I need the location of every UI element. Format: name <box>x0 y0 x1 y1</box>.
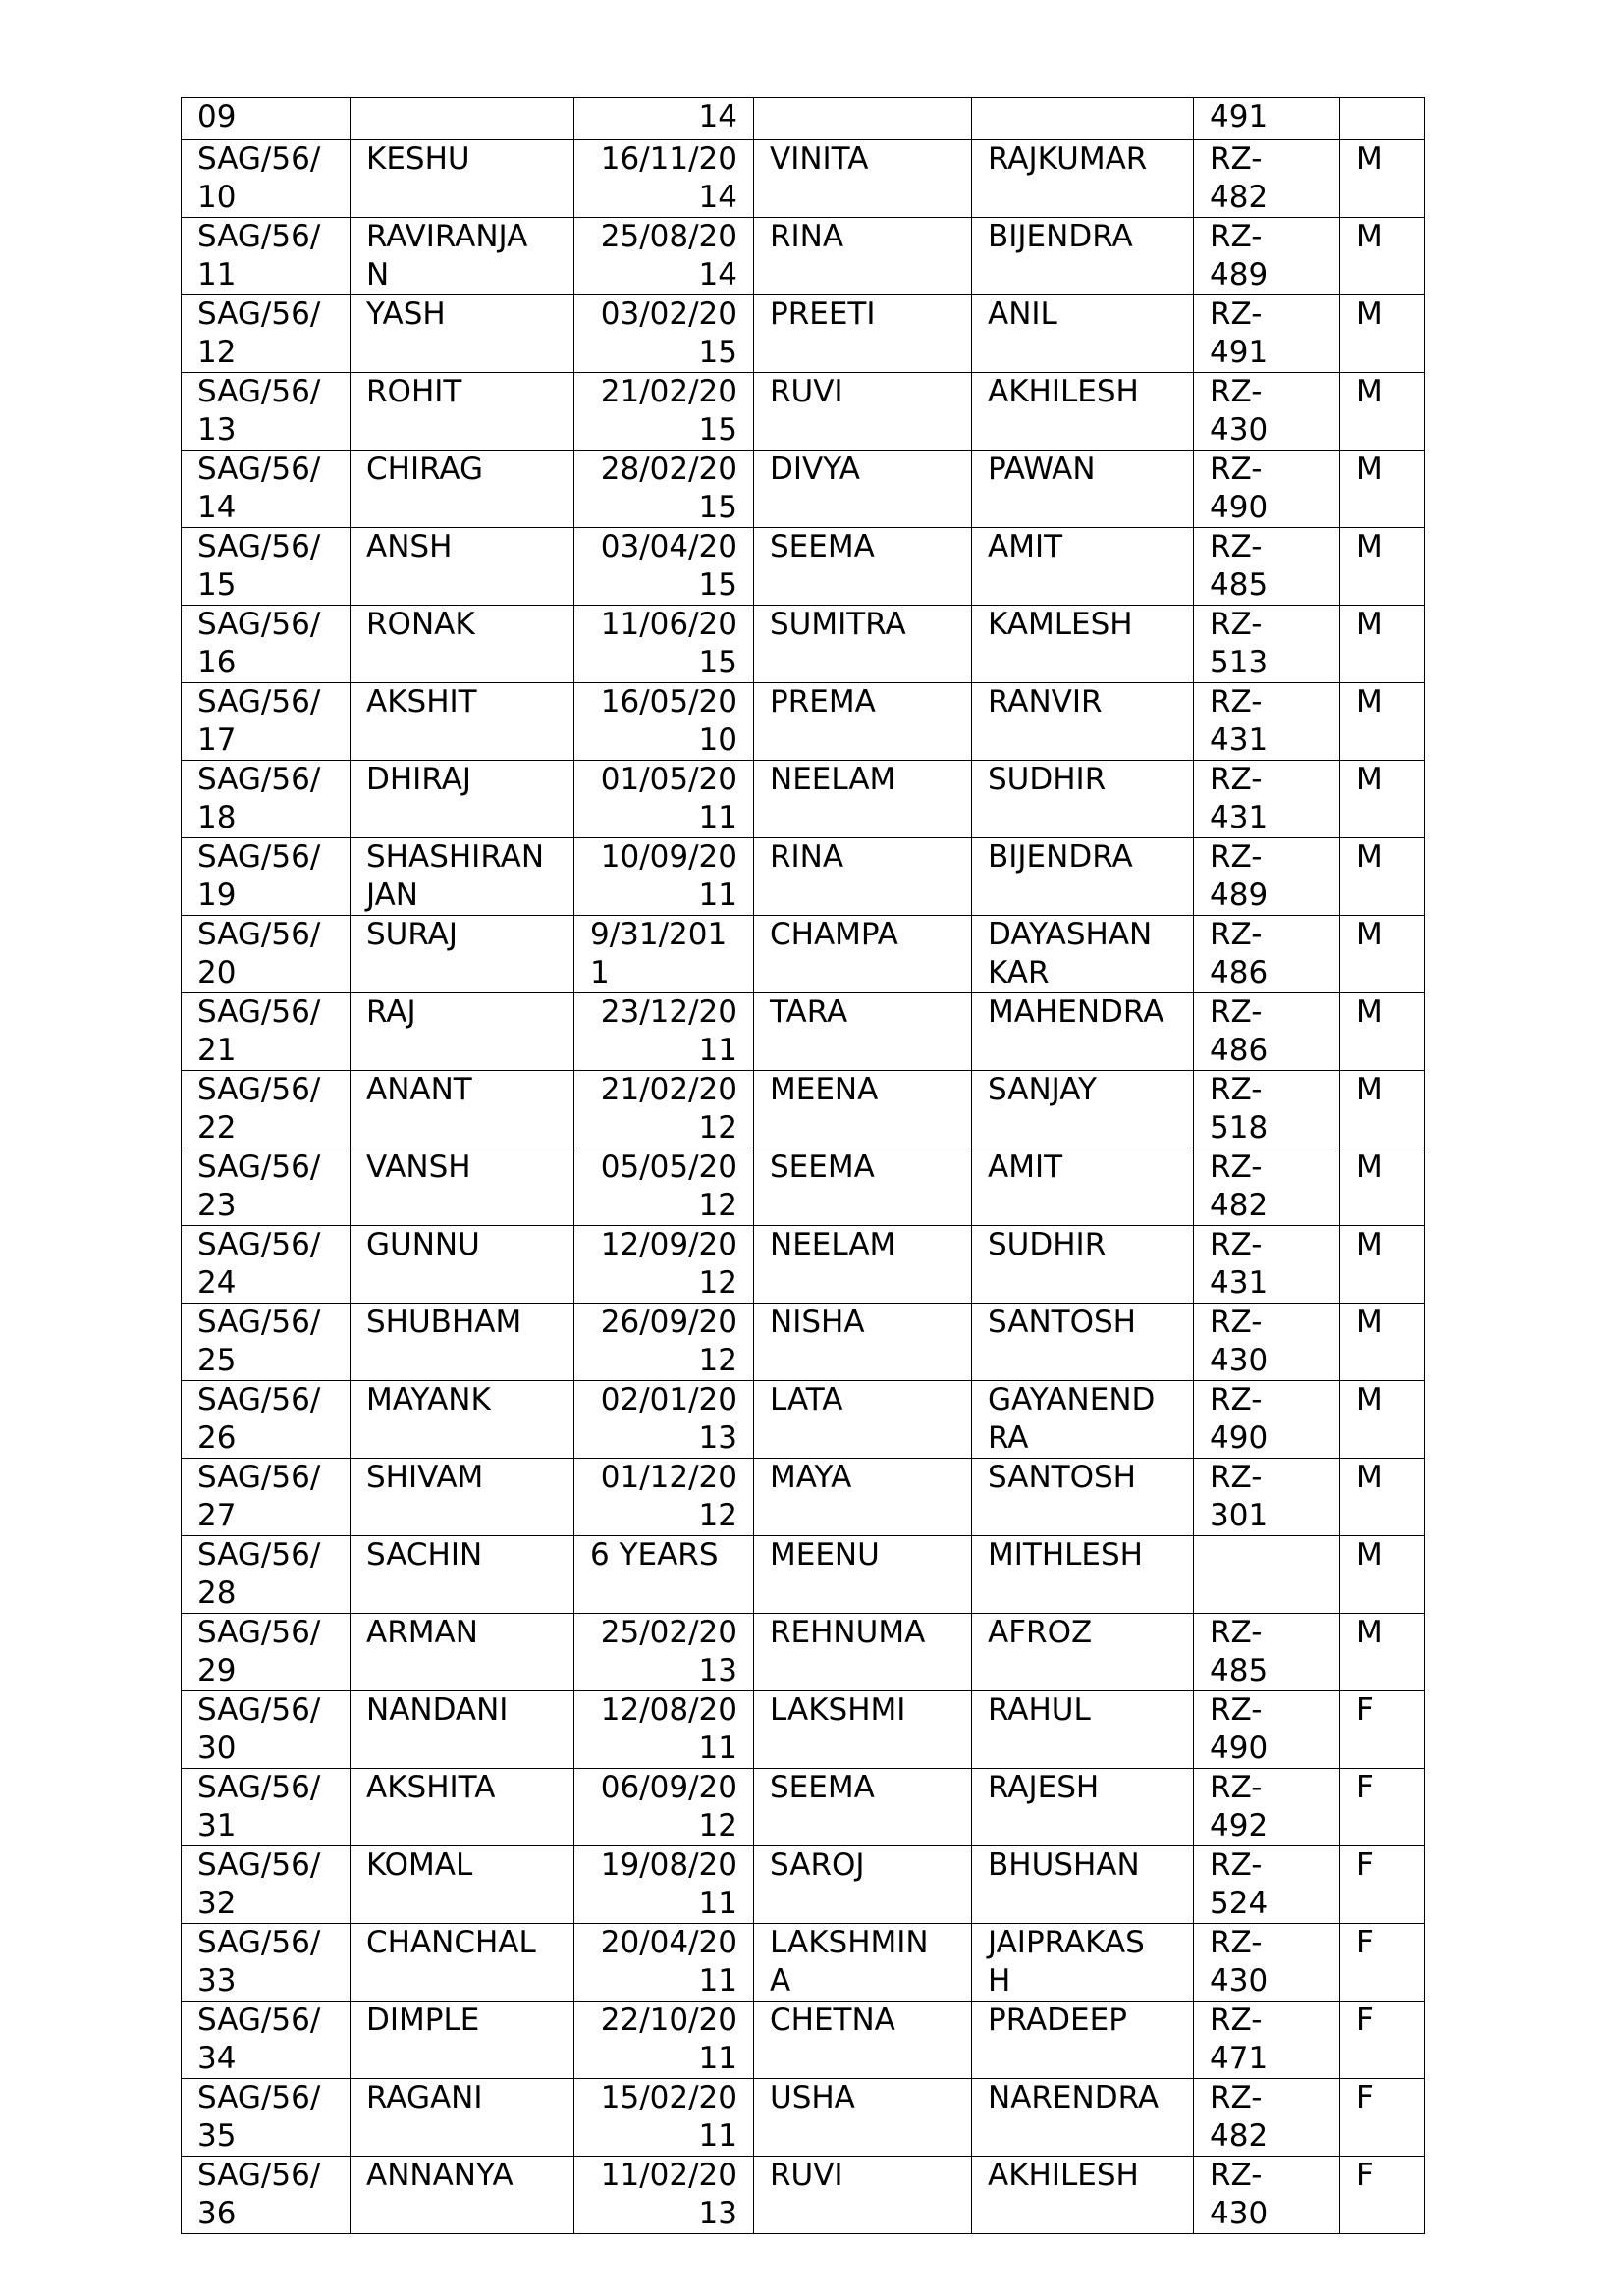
mother-name-cell: RINA <box>754 838 972 916</box>
student-name-cell: ROHIT <box>351 373 574 451</box>
gender-cell: M <box>1340 1536 1425 1614</box>
mother-name-cell: REHNUMA <box>754 1614 972 1691</box>
student-id-cell: SAG/56/ 22 <box>182 1071 351 1148</box>
student-id-cell: SAG/56/ 25 <box>182 1304 351 1381</box>
father-name-cell: AMIT <box>972 1148 1194 1226</box>
student-id-cell: SAG/56/ 10 <box>182 140 351 218</box>
father-name-cell: RANVIR <box>972 683 1194 761</box>
mother-name-cell: RINA <box>754 218 972 295</box>
student-id-cell: SAG/56/ 32 <box>182 1846 351 1924</box>
area-code-cell: RZ- 430 <box>1194 373 1340 451</box>
mother-name-cell: PREMA <box>754 683 972 761</box>
gender-cell: F <box>1340 2079 1425 2157</box>
date-of-birth-cell: 26/09/20 12 <box>574 1304 754 1381</box>
table-row <box>182 1148 1425 1226</box>
table-row <box>182 761 1425 838</box>
gender-cell: M <box>1340 1071 1425 1148</box>
table-row <box>182 528 1425 606</box>
date-of-birth-cell: 10/09/20 11 <box>574 838 754 916</box>
mother-name-cell: MEENU <box>754 1536 972 1614</box>
area-code-cell: RZ- 482 <box>1194 1148 1340 1226</box>
father-name-cell: SUDHIR <box>972 1226 1194 1304</box>
student-id-cell: SAG/56/ 23 <box>182 1148 351 1226</box>
table-row <box>182 373 1425 451</box>
area-code-cell: RZ- 301 <box>1194 1459 1340 1536</box>
area-code-cell: RZ- 486 <box>1194 916 1340 993</box>
mother-name-cell: NEELAM <box>754 1226 972 1304</box>
date-of-birth-cell: 6 YEARS <box>574 1536 754 1614</box>
student-id-cell: SAG/56/ 11 <box>182 218 351 295</box>
gender-cell: F <box>1340 1924 1425 2002</box>
area-code-cell: RZ- 513 <box>1194 606 1340 683</box>
table-row <box>182 2002 1425 2079</box>
table-row <box>182 140 1425 218</box>
gender-cell: M <box>1340 683 1425 761</box>
student-id-cell: SAG/56/ 33 <box>182 1924 351 2002</box>
area-code-cell: RZ- 489 <box>1194 838 1340 916</box>
student-register-table <box>181 97 1425 2234</box>
student-name-cell: KOMAL <box>351 1846 574 1924</box>
gender-cell: M <box>1340 1381 1425 1459</box>
student-name-cell: ANSH <box>351 528 574 606</box>
mother-name-cell: RUVI <box>754 373 972 451</box>
father-name-cell: SANTOSH <box>972 1459 1194 1536</box>
table-row <box>182 1924 1425 2002</box>
date-of-birth-cell: 23/12/20 11 <box>574 993 754 1071</box>
gender-cell: M <box>1340 528 1425 606</box>
gender-cell: M <box>1340 218 1425 295</box>
student-name-cell: CHIRAG <box>351 451 574 528</box>
date-of-birth-cell: 05/05/20 12 <box>574 1148 754 1226</box>
date-of-birth-cell: 19/08/20 11 <box>574 1846 754 1924</box>
table-body <box>182 98 1425 2234</box>
mother-name-cell: SEEMA <box>754 1148 972 1226</box>
date-of-birth-cell: 15/02/20 11 <box>574 2079 754 2157</box>
date-of-birth-cell: 28/02/20 15 <box>574 451 754 528</box>
gender-cell: M <box>1340 838 1425 916</box>
table-row <box>182 1846 1425 1924</box>
area-code-cell <box>1194 1536 1340 1614</box>
student-name-cell: AKSHIT <box>351 683 574 761</box>
student-id-cell: SAG/56/ 13 <box>182 373 351 451</box>
mother-name-cell: LATA <box>754 1381 972 1459</box>
table-row <box>182 451 1425 528</box>
student-name-cell: MAYANK <box>351 1381 574 1459</box>
gender-cell: M <box>1340 1304 1425 1381</box>
father-name-cell: JAIPRAKAS H <box>972 1924 1194 2002</box>
area-code-cell: RZ- 489 <box>1194 218 1340 295</box>
date-of-birth-cell: 01/12/20 12 <box>574 1459 754 1536</box>
gender-cell: M <box>1340 1148 1425 1226</box>
student-id-cell: SAG/56/ 28 <box>182 1536 351 1614</box>
gender-cell: F <box>1340 1691 1425 1769</box>
gender-cell: M <box>1340 761 1425 838</box>
student-name-cell: GUNNU <box>351 1226 574 1304</box>
gender-cell: M <box>1340 916 1425 993</box>
student-name-cell: SURAJ <box>351 916 574 993</box>
gender-cell <box>1340 98 1425 140</box>
date-of-birth-cell: 16/05/20 10 <box>574 683 754 761</box>
table-row <box>182 683 1425 761</box>
student-name-cell: VANSH <box>351 1148 574 1226</box>
father-name-cell: AKHILESH <box>972 2157 1194 2234</box>
student-id-cell: SAG/56/ 16 <box>182 606 351 683</box>
father-name-cell: BHUSHAN <box>972 1846 1194 1924</box>
father-name-cell: SANTOSH <box>972 1304 1194 1381</box>
student-id-cell: SAG/56/ 21 <box>182 993 351 1071</box>
mother-name-cell: RUVI <box>754 2157 972 2234</box>
table-row <box>182 98 1425 140</box>
date-of-birth-cell: 11/06/20 15 <box>574 606 754 683</box>
student-name-cell: YASH <box>351 295 574 373</box>
student-id-cell: SAG/56/ 15 <box>182 528 351 606</box>
gender-cell: M <box>1340 993 1425 1071</box>
date-of-birth-cell: 21/02/20 15 <box>574 373 754 451</box>
mother-name-cell: SAROJ <box>754 1846 972 1924</box>
table-row <box>182 916 1425 993</box>
table-row <box>182 1459 1425 1536</box>
date-of-birth-cell: 25/08/20 14 <box>574 218 754 295</box>
father-name-cell: GAYANEND RA <box>972 1381 1194 1459</box>
area-code-cell: RZ- 524 <box>1194 1846 1340 1924</box>
mother-name-cell: VINITA <box>754 140 972 218</box>
table-row <box>182 1614 1425 1691</box>
mother-name-cell: LAKSHMI <box>754 1691 972 1769</box>
father-name-cell: MITHLESH <box>972 1536 1194 1614</box>
father-name-cell: KAMLESH <box>972 606 1194 683</box>
date-of-birth-cell: 01/05/20 11 <box>574 761 754 838</box>
date-of-birth-cell: 25/02/20 13 <box>574 1614 754 1691</box>
table-row <box>182 1381 1425 1459</box>
mother-name-cell: CHETNA <box>754 2002 972 2079</box>
student-id-cell: SAG/56/ 18 <box>182 761 351 838</box>
student-name-cell: SACHIN <box>351 1536 574 1614</box>
student-id-cell: SAG/56/ 26 <box>182 1381 351 1459</box>
date-of-birth-cell: 03/02/20 15 <box>574 295 754 373</box>
table-row <box>182 1304 1425 1381</box>
father-name-cell: DAYASHAN KAR <box>972 916 1194 993</box>
father-name-cell: SUDHIR <box>972 761 1194 838</box>
mother-name-cell: MEENA <box>754 1071 972 1148</box>
area-code-cell: RZ- 492 <box>1194 1769 1340 1846</box>
area-code-cell: RZ- 491 <box>1194 295 1340 373</box>
gender-cell: F <box>1340 1769 1425 1846</box>
mother-name-cell: PREETI <box>754 295 972 373</box>
date-of-birth-cell: 9/31/201 1 <box>574 916 754 993</box>
mother-name-cell: NISHA <box>754 1304 972 1381</box>
date-of-birth-cell: 11/02/20 13 <box>574 2157 754 2234</box>
mother-name-cell: SUMITRA <box>754 606 972 683</box>
student-name-cell: RAJ <box>351 993 574 1071</box>
mother-name-cell: TARA <box>754 993 972 1071</box>
date-of-birth-cell: 06/09/20 12 <box>574 1769 754 1846</box>
father-name-cell: RAHUL <box>972 1691 1194 1769</box>
mother-name-cell: CHAMPA <box>754 916 972 993</box>
student-name-cell: SHIVAM <box>351 1459 574 1536</box>
area-code-cell: RZ- 431 <box>1194 761 1340 838</box>
area-code-cell: RZ- 482 <box>1194 140 1340 218</box>
student-name-cell: ANNANYA <box>351 2157 574 2234</box>
father-name-cell: AMIT <box>972 528 1194 606</box>
student-id-cell: SAG/56/ 14 <box>182 451 351 528</box>
area-code-cell: RZ- 486 <box>1194 993 1340 1071</box>
date-of-birth-cell: 02/01/20 13 <box>574 1381 754 1459</box>
father-name-cell: MAHENDRA <box>972 993 1194 1071</box>
table-row <box>182 1691 1425 1769</box>
student-name-cell: NANDANI <box>351 1691 574 1769</box>
gender-cell: M <box>1340 1459 1425 1536</box>
area-code-cell: RZ- 471 <box>1194 2002 1340 2079</box>
table-row <box>182 606 1425 683</box>
student-name-cell <box>351 98 574 140</box>
gender-cell: M <box>1340 295 1425 373</box>
student-name-cell: RONAK <box>351 606 574 683</box>
area-code-cell: RZ- 430 <box>1194 1304 1340 1381</box>
student-name-cell: DHIRAJ <box>351 761 574 838</box>
table-row <box>182 1536 1425 1614</box>
table-row <box>182 218 1425 295</box>
area-code-cell: RZ- 431 <box>1194 683 1340 761</box>
table-row <box>182 295 1425 373</box>
area-code-cell: RZ- 431 <box>1194 1226 1340 1304</box>
table-row <box>182 2157 1425 2234</box>
gender-cell: F <box>1340 2002 1425 2079</box>
student-id-cell: SAG/56/ 12 <box>182 295 351 373</box>
student-id-cell: SAG/56/ 24 <box>182 1226 351 1304</box>
area-code-cell: RZ- 518 <box>1194 1071 1340 1148</box>
student-name-cell: ANANT <box>351 1071 574 1148</box>
gender-cell: M <box>1340 1226 1425 1304</box>
father-name-cell: BIJENDRA <box>972 838 1194 916</box>
student-id-cell: SAG/56/ 31 <box>182 1769 351 1846</box>
gender-cell: F <box>1340 2157 1425 2234</box>
student-id-cell: SAG/56/ 27 <box>182 1459 351 1536</box>
date-of-birth-cell: 03/04/20 15 <box>574 528 754 606</box>
mother-name-cell <box>754 98 972 140</box>
area-code-cell: RZ- 490 <box>1194 451 1340 528</box>
date-of-birth-cell: 20/04/20 11 <box>574 1924 754 2002</box>
table-row <box>182 1226 1425 1304</box>
student-id-cell: SAG/56/ 20 <box>182 916 351 993</box>
father-name-cell: SANJAY <box>972 1071 1194 1148</box>
father-name-cell: AFROZ <box>972 1614 1194 1691</box>
student-name-cell: AKSHITA <box>351 1769 574 1846</box>
table-row <box>182 1769 1425 1846</box>
student-id-cell: SAG/56/ 19 <box>182 838 351 916</box>
father-name-cell: NARENDRA <box>972 2079 1194 2157</box>
gender-cell: M <box>1340 606 1425 683</box>
father-name-cell: PRADEEP <box>972 2002 1194 2079</box>
student-id-cell: SAG/56/ 30 <box>182 1691 351 1769</box>
student-name-cell: RAGANI <box>351 2079 574 2157</box>
table-row <box>182 838 1425 916</box>
area-code-cell: RZ- 485 <box>1194 1614 1340 1691</box>
student-id-cell: SAG/56/ 34 <box>182 2002 351 2079</box>
student-name-cell: KESHU <box>351 140 574 218</box>
father-name-cell: ANIL <box>972 295 1194 373</box>
student-name-cell: CHANCHAL <box>351 1924 574 2002</box>
area-code-cell: RZ- 490 <box>1194 1691 1340 1769</box>
father-name-cell <box>972 98 1194 140</box>
mother-name-cell: SEEMA <box>754 1769 972 1846</box>
gender-cell: M <box>1340 451 1425 528</box>
gender-cell: M <box>1340 140 1425 218</box>
date-of-birth-cell: 12/09/20 12 <box>574 1226 754 1304</box>
father-name-cell: RAJESH <box>972 1769 1194 1846</box>
date-of-birth-cell: 12/08/20 11 <box>574 1691 754 1769</box>
date-of-birth-cell: 22/10/20 11 <box>574 2002 754 2079</box>
student-id-cell: SAG/56/ 17 <box>182 683 351 761</box>
mother-name-cell: SEEMA <box>754 528 972 606</box>
student-name-cell: SHASHIRAN JAN <box>351 838 574 916</box>
area-code-cell: RZ- 430 <box>1194 1924 1340 2002</box>
father-name-cell: BIJENDRA <box>972 218 1194 295</box>
date-of-birth-cell: 16/11/20 14 <box>574 140 754 218</box>
student-name-cell: RAVIRANJA N <box>351 218 574 295</box>
mother-name-cell: LAKSHMIN A <box>754 1924 972 2002</box>
student-name-cell: SHUBHAM <box>351 1304 574 1381</box>
area-code-cell: 491 <box>1194 98 1340 140</box>
area-code-cell: RZ- 490 <box>1194 1381 1340 1459</box>
mother-name-cell: NEELAM <box>754 761 972 838</box>
student-id-cell: SAG/56/ 36 <box>182 2157 351 2234</box>
area-code-cell: RZ- 485 <box>1194 528 1340 606</box>
table-row <box>182 993 1425 1071</box>
table-row <box>182 2079 1425 2157</box>
mother-name-cell: USHA <box>754 2079 972 2157</box>
date-of-birth-cell: 21/02/20 12 <box>574 1071 754 1148</box>
student-name-cell: DIMPLE <box>351 2002 574 2079</box>
table-row <box>182 1071 1425 1148</box>
student-id-cell: SAG/56/ 35 <box>182 2079 351 2157</box>
gender-cell: F <box>1340 1846 1425 1924</box>
father-name-cell: AKHILESH <box>972 373 1194 451</box>
mother-name-cell: DIVYA <box>754 451 972 528</box>
student-name-cell: ARMAN <box>351 1614 574 1691</box>
gender-cell: M <box>1340 1614 1425 1691</box>
father-name-cell: PAWAN <box>972 451 1194 528</box>
gender-cell: M <box>1340 373 1425 451</box>
mother-name-cell: MAYA <box>754 1459 972 1536</box>
student-id-cell: 09 <box>182 98 351 140</box>
area-code-cell: RZ- 430 <box>1194 2157 1340 2234</box>
student-id-cell: SAG/56/ 29 <box>182 1614 351 1691</box>
area-code-cell: RZ- 482 <box>1194 2079 1340 2157</box>
date-of-birth-cell: 14 <box>574 98 754 140</box>
father-name-cell: RAJKUMAR <box>972 140 1194 218</box>
